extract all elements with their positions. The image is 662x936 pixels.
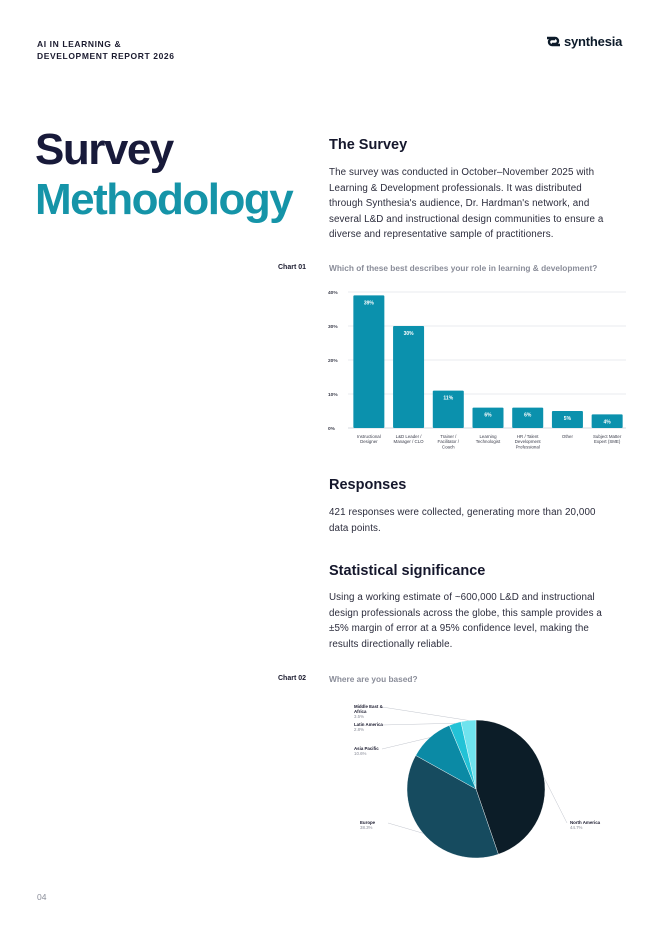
report-label	[37, 38, 175, 62]
x-tick-label	[357, 434, 381, 444]
location-pie-chart	[350, 700, 630, 865]
responses-line: data points.	[329, 522, 381, 534]
significance-heading: Statistical significance	[329, 563, 486, 579]
bar	[353, 295, 384, 428]
x-tick-label-line: Manager / CLO	[393, 439, 424, 445]
pie-slice-label-line: North America	[570, 820, 601, 825]
pie-slice-label-line: Europe	[360, 820, 376, 825]
significance-line: Using a working estimate of ~600,000 L&D and instructional	[329, 592, 595, 603]
survey-heading: The Survey	[329, 137, 408, 153]
bar-value-label: 6%	[524, 412, 532, 419]
chart1-tag: Chart 01	[278, 264, 307, 271]
y-tick-label: 0%	[328, 427, 335, 432]
y-tick-label: 10%	[328, 393, 338, 398]
survey-line: The survey was conducted in October–November 2025 with	[329, 167, 595, 178]
survey-line: Learning & Development professionals. It was distributed	[329, 182, 582, 194]
x-tick-label-line: Other	[561, 434, 573, 439]
x-tick-label-line: Professional	[515, 444, 540, 450]
page-title-line2: Methodology	[35, 175, 293, 224]
y-tick-label: 20%	[328, 359, 338, 364]
pie-slice-pct: 3.5%	[354, 714, 365, 719]
responses-heading: Responses	[329, 477, 407, 493]
x-tick-label-line: Designer	[360, 439, 378, 445]
pie-slice-label-line: Asia Pacific	[354, 746, 379, 751]
report-label-line1: AI IN LEARNING &	[37, 39, 122, 49]
x-tick-label-line: Development	[514, 439, 541, 445]
chart2-tag: Chart 02	[278, 675, 307, 682]
report-label-line2: DEVELOPMENT REPORT 2026	[37, 51, 175, 61]
y-tick-label: 40%	[328, 291, 338, 296]
x-tick-label	[515, 434, 542, 449]
bar-value-label: 5%	[563, 416, 572, 422]
brand-logo	[546, 34, 622, 49]
pie-slice-label-line: Latin America	[354, 722, 383, 727]
x-tick-label-line: L&D Leader /	[395, 434, 422, 439]
page-title-line1: Survey	[35, 125, 173, 174]
significance-line: ±5% margin of error at a 95% confidence level, making the	[329, 623, 589, 635]
significance-line: design professionals across the globe, this sample provides a	[329, 607, 602, 619]
x-tick-label	[394, 434, 425, 444]
bar-value-label: 11%	[443, 395, 454, 402]
page-number: 04	[37, 892, 47, 902]
x-tick-label-line: Subject Matter	[592, 434, 622, 439]
pie-leader-line	[382, 723, 455, 725]
x-tick-label	[438, 434, 460, 449]
survey-line: through Synthesia's audience, Dr. Hardman's network, and	[329, 198, 590, 210]
significance-line: results directionally reliable.	[329, 638, 453, 650]
y-tick-label: 30%	[328, 325, 338, 330]
synthesia-logo-icon	[546, 36, 561, 47]
pie-slice-pct: 10.6%	[354, 751, 367, 756]
bar-value-label: 6%	[484, 412, 492, 419]
responses-line: 421 responses were collected, generating more than 20,000	[329, 507, 596, 518]
survey-line: diverse and representative sample of practitioners.	[329, 229, 554, 241]
x-tick-label-line: HR / Talent	[516, 434, 539, 439]
bar-value-label: 30%	[403, 331, 414, 337]
role-bar-chart	[326, 285, 631, 455]
x-tick-label-line: Instructional	[357, 434, 381, 439]
x-tick-label-line: Technologist	[475, 439, 501, 445]
x-tick-label-line: Expert (SME)	[593, 439, 621, 445]
chart1-question: Which of these best describes your role in learning & development?	[329, 263, 598, 273]
pie-slice-pct: 44.7%	[570, 825, 583, 830]
x-tick-label	[593, 434, 622, 444]
survey-line: several L&D and instructional design communities to ensure a	[329, 213, 604, 225]
x-tick-label	[476, 434, 501, 444]
x-tick-label-line: Learning	[479, 434, 497, 439]
pie-leader-line	[544, 778, 567, 823]
pie-slice-label	[354, 704, 384, 714]
bar-value-label: 4%	[603, 419, 611, 426]
bar	[393, 326, 424, 428]
pie-slice-label-line: Africa	[354, 709, 367, 714]
brand-name: synthesia	[564, 34, 623, 49]
x-tick-label-line: Facilitator /	[437, 439, 460, 445]
x-tick-label-line: Trainer /	[440, 434, 457, 439]
pie-slice-pct: 2.8%	[354, 727, 365, 732]
responses-paragraph	[329, 505, 629, 536]
x-tick-label	[562, 434, 574, 439]
chart2-question: Where are you based?	[329, 674, 418, 684]
x-tick-label-line: Coach	[441, 444, 455, 450]
bar-value-label: 39%	[363, 300, 374, 307]
pie-slice-pct: 38.3%	[360, 825, 373, 830]
significance-paragraph	[329, 590, 629, 652]
pie-slice-label-line: Middle East &	[354, 704, 383, 709]
pie-leader-line	[382, 707, 468, 720]
survey-paragraph	[329, 165, 629, 243]
